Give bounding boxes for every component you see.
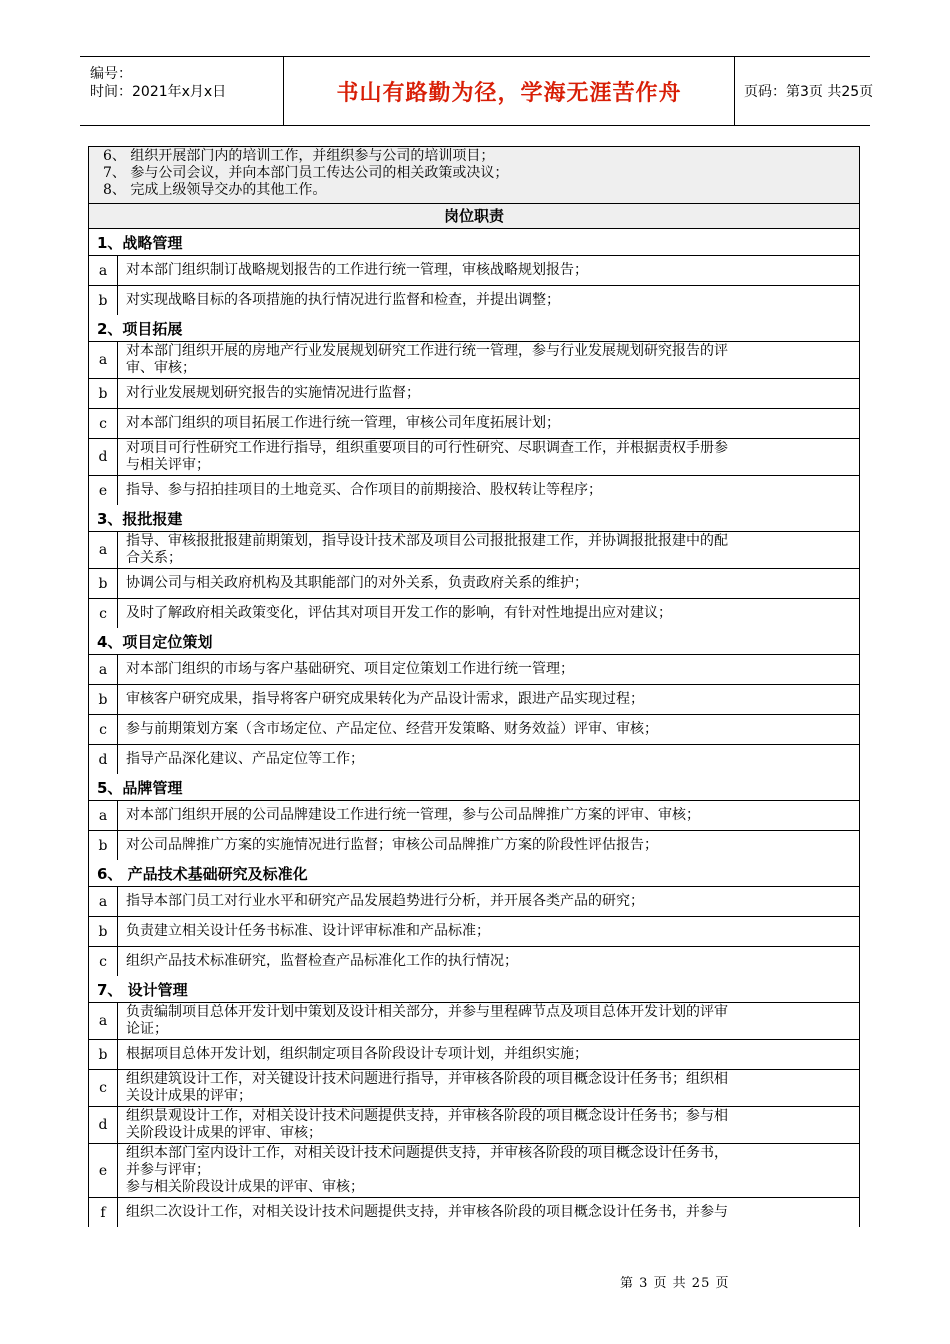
item-text [118, 379, 859, 408]
section-title: 7、 设计管理 [97, 981, 188, 999]
item-letter: a [89, 887, 118, 916]
item-text-line: 负责建立相关设计任务书标准、设计评审标准和产品标准； [126, 923, 490, 939]
page-footer: 第 3 页 共 25 页 [620, 1276, 730, 1291]
item-text-line: 组织产品技术标准研究，监督检查产品标准化工作的执行情况； [126, 953, 518, 969]
item-text-line: 组织二次设计工作，对相关设计技术问题提供支持，并审核各阶段的项目概念设计任务书，并参与 [126, 1204, 728, 1220]
item-text-line: 审核客户研究成果，指导将客户研究成果转化为产品设计需求，跟进产品实现过程； [126, 691, 644, 707]
item-text-line: 论证； [126, 1021, 168, 1037]
item-text-line: 组织建筑设计工作，对关键设计技术问题进行指导，并审核各阶段的项目概念设计任务书；组织相 [126, 1071, 728, 1087]
item-text [118, 887, 859, 916]
item-text-line: 指导、审核报批报建前期策划，指导设计技术部及项目公司报批报建工作，并协调报批报建中的配 [126, 533, 728, 549]
duty-sections [88, 229, 860, 1227]
item-text-line: 指导本部门员工对行业水平和研究产品发展趋势进行分析，并开展各类产品的研究； [126, 893, 644, 909]
item-text-line: 参与相关阶段设计成果的评审、审核； [126, 1179, 364, 1195]
section-title: 5、品牌管理 [97, 779, 183, 797]
item-letter: f [89, 1198, 118, 1227]
item-letter: a [89, 342, 118, 378]
item-letter: a [89, 1003, 118, 1039]
item-text [118, 1144, 859, 1197]
item-text-line: 关设计成果的评审； [126, 1088, 252, 1104]
item-text [118, 286, 859, 315]
section-title: 1、战略管理 [97, 234, 183, 252]
item-text-line: 指导、参与招拍挂项目的土地竞买、合作项目的前期接洽、股权转让等程序； [126, 482, 602, 498]
duty-item [89, 341, 859, 378]
item-text [118, 532, 859, 568]
item-text-line: 对实现战略目标的各项措施的执行情况进行监督和检查，并提出调整； [126, 292, 560, 308]
item-letter: e [89, 1144, 118, 1197]
duty-item [89, 1039, 859, 1069]
item-letter: e [89, 476, 118, 505]
item-text-line: 并参与评审； [126, 1162, 210, 1178]
item-text-line: 对本部门组织开展的房地产行业发展规划研究工作进行统一管理，参与行业发展规划研究报告的评 [126, 343, 728, 359]
item-letter: c [89, 715, 118, 744]
duty-item [89, 475, 859, 505]
item-letter: b [89, 569, 118, 598]
item-letter: d [89, 439, 118, 475]
item-text-line: 合关系； [126, 550, 182, 566]
duty-item [89, 1106, 859, 1143]
duty-item [89, 1143, 859, 1197]
item-letter: c [89, 409, 118, 438]
duty-title: 岗位职责 [88, 204, 860, 229]
item-text [118, 569, 859, 598]
duty-item [89, 830, 859, 860]
page-header [80, 56, 874, 126]
item-text-line: 及时了解政府相关政策变化，评估其对项目开发工作的影响，有针对性地提出应对建议； [126, 605, 672, 621]
item-letter: b [89, 685, 118, 714]
item-letter: a [89, 256, 118, 285]
duty-item [89, 800, 859, 830]
duty-item [89, 684, 859, 714]
doc-number-label: 编号： [90, 66, 132, 82]
item-text-line: 与相关评审； [126, 457, 210, 473]
item-text [118, 1070, 859, 1106]
section-title: 2、项目拓展 [97, 320, 183, 338]
duty-item [89, 916, 859, 946]
item-text [118, 256, 859, 285]
item-text-line: 指导产品深化建议、产品定位等工作； [126, 751, 364, 767]
duty-item [89, 531, 859, 568]
item-text-line: 对项目可行性研究工作进行指导，组织重要项目的可行性研究、尽职调查工作，并根据责权手册参 [126, 440, 728, 456]
item-text-line: 关阶段设计成果的评审、审核； [126, 1125, 322, 1141]
duty-item [89, 378, 859, 408]
item-text [118, 1003, 859, 1039]
duty-item [89, 714, 859, 744]
duty-item [89, 1069, 859, 1106]
item-text-line: 组织本部门室内设计工作，对相关设计技术问题提供支持，并审核各阶段的项目概念设计任务书， [126, 1145, 728, 1161]
header-motto: 书山有路勤为径，学海无涯苦作舟 [336, 80, 682, 106]
item-text-line: 对行业发展规划研究报告的实施情况进行监督； [126, 385, 420, 401]
item-letter: b [89, 286, 118, 315]
duty-item [89, 285, 859, 315]
duty-item [89, 408, 859, 438]
previous-item: 8、 完成上级领导交办的其他工作。 [103, 182, 327, 198]
duty-item [89, 946, 859, 976]
duty-item [89, 1197, 859, 1227]
item-letter: c [89, 947, 118, 976]
item-letter: d [89, 1107, 118, 1143]
item-text [118, 801, 859, 830]
item-text [118, 476, 859, 505]
item-text-line: 对本部门组织开展的公司品牌建设工作进行统一管理，参与公司品牌推广方案的评审、审核； [126, 807, 700, 823]
duty-item [89, 255, 859, 285]
item-text [118, 1107, 859, 1143]
item-letter: c [89, 599, 118, 628]
item-text [118, 1040, 859, 1069]
header-meta [80, 57, 283, 125]
item-text [118, 655, 859, 684]
item-letter: b [89, 1040, 118, 1069]
duty-item [89, 654, 859, 684]
duty-item [89, 744, 859, 774]
duty-table [88, 146, 860, 1227]
previous-items [88, 146, 860, 204]
item-letter: b [89, 379, 118, 408]
item-text [118, 745, 859, 774]
section-title: 6、 产品技术基础研究及标准化 [97, 865, 308, 883]
item-letter: b [89, 831, 118, 860]
previous-item: 6、 组织开展部门内的培训工作，并组织参与公司的培训项目； [103, 148, 495, 164]
item-letter: a [89, 655, 118, 684]
duty-item [89, 438, 859, 475]
item-text [118, 599, 859, 628]
item-text-line: 对本部门组织的市场与客户基础研究、项目定位策划工作进行统一管理； [126, 661, 574, 677]
item-letter: a [89, 532, 118, 568]
item-letter: a [89, 801, 118, 830]
item-text [118, 439, 859, 475]
item-text-line: 根据项目总体开发计划，组织制定项目各阶段设计专项计划，并组织实施； [126, 1046, 588, 1062]
section-title: 3、报批报建 [97, 510, 183, 528]
item-text [118, 342, 859, 378]
duty-item [89, 568, 859, 598]
item-text-line: 对公司品牌推广方案的实施情况进行监督；审核公司品牌推广方案的阶段性评估报告； [126, 837, 658, 853]
previous-item: 7、 参与公司会议，并向本部门员工传达公司的相关政策或决议； [103, 165, 509, 181]
item-text-line: 负责编制项目总体开发计划中策划及设计相关部分，并参与里程碑节点及项目总体开发计划的评审 [126, 1004, 728, 1020]
header-motto-cell [283, 57, 735, 125]
item-text [118, 685, 859, 714]
item-text [118, 1198, 859, 1227]
item-letter: c [89, 1070, 118, 1106]
item-text-line: 协调公司与相关政府机构及其职能部门的对外关系，负责政府关系的维护； [126, 575, 588, 591]
duty-item [89, 1002, 859, 1039]
item-letter: b [89, 917, 118, 946]
item-text-line: 组织景观设计工作，对相关设计技术问题提供支持，并审核各阶段的项目概念设计任务书；参与相 [126, 1108, 728, 1124]
item-text [118, 409, 859, 438]
item-text-line: 对本部门组织的项目拓展工作进行统一管理，审核公司年度拓展计划； [126, 415, 560, 431]
section-title: 4、项目定位策划 [97, 633, 213, 651]
item-text [118, 831, 859, 860]
header-page-info: 页码：第3页 共25页 [744, 84, 874, 100]
item-text [118, 947, 859, 976]
item-text-line: 参与前期策划方案（含市场定位、产品定位、经营开发策略、财务效益）评审、审核； [126, 721, 658, 737]
doc-time-label: 时间：2021年x月x日 [90, 84, 227, 100]
duty-item [89, 598, 859, 628]
item-letter: d [89, 745, 118, 774]
item-text [118, 715, 859, 744]
duty-item [89, 886, 859, 916]
item-text [118, 917, 859, 946]
item-text-line: 对本部门组织制订战略规划报告的工作进行统一管理，审核战略规划报告； [126, 262, 588, 278]
item-text-line: 审、审核； [126, 360, 196, 376]
